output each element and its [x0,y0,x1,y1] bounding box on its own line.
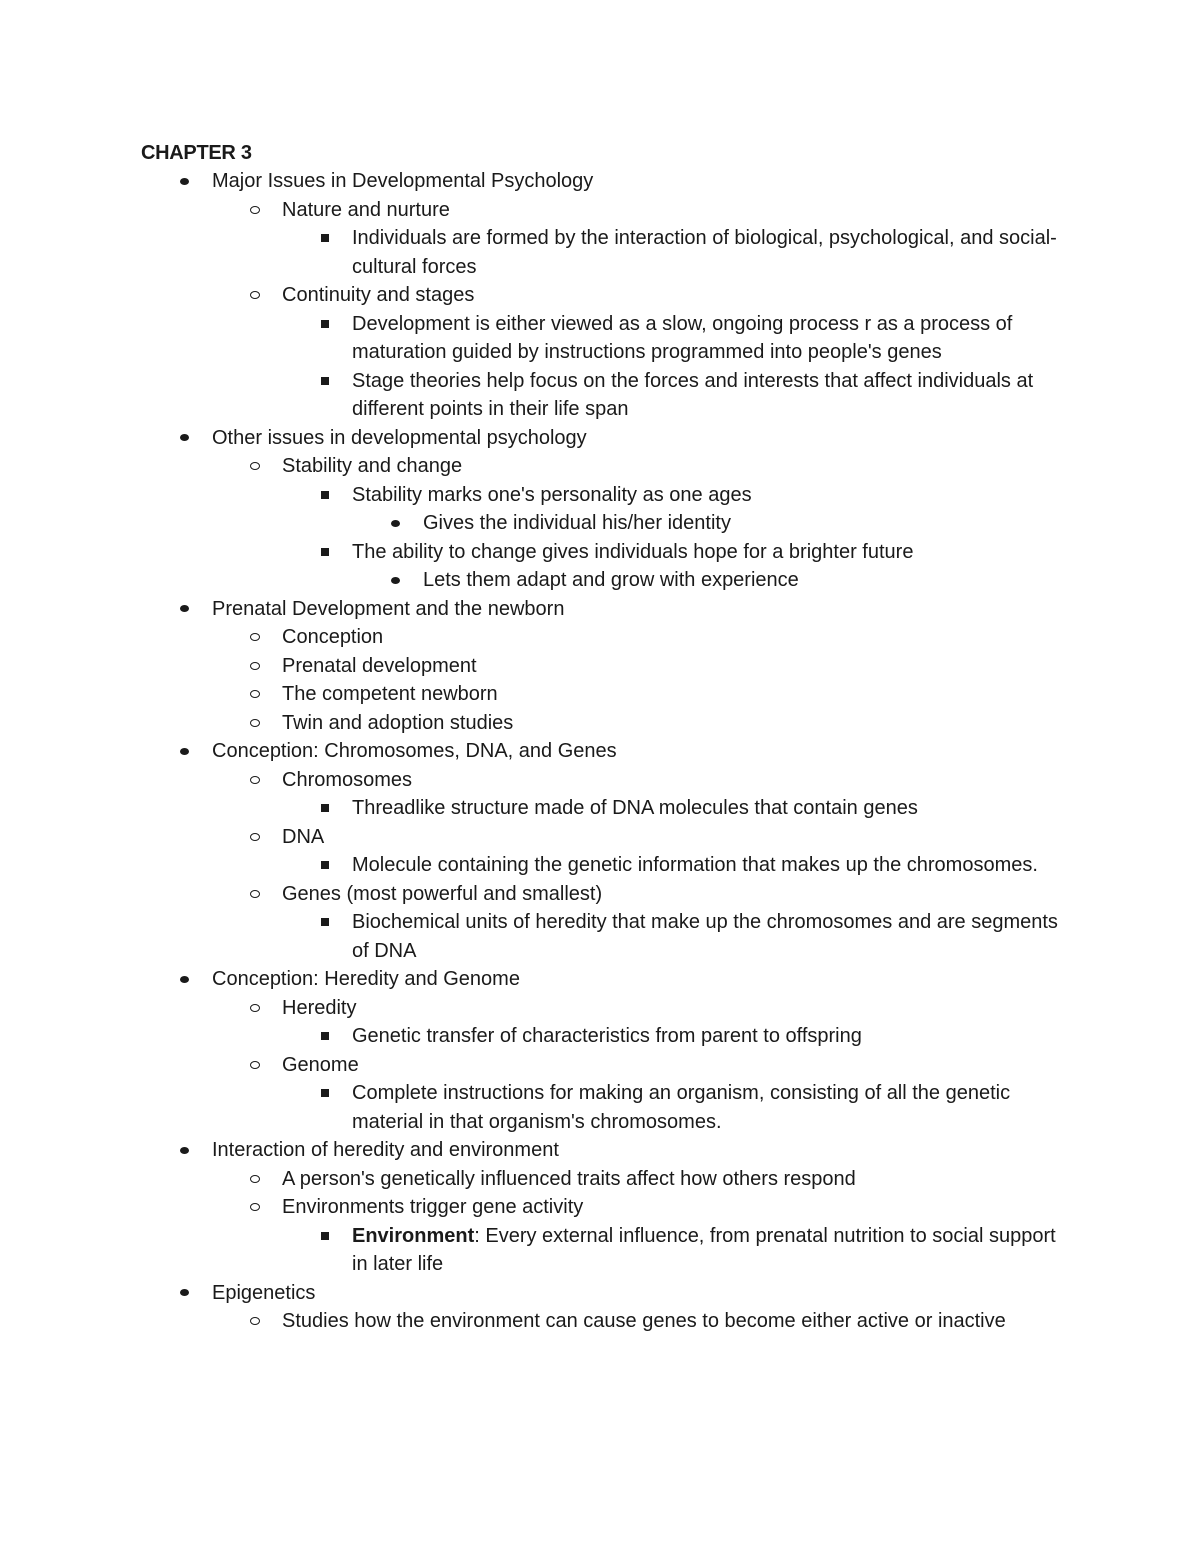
bullet-square-icon [321,861,329,869]
outline-item-level-1 [141,595,1061,738]
outline-item-level-3 [141,851,1061,880]
bullet-circle-icon [250,633,260,641]
bullet [177,167,191,196]
outline-row [141,623,1061,652]
outline-item-level-2 [141,652,1061,681]
outline-item-level-3 [141,1079,1061,1136]
outline-item-level-1 [141,965,1061,1136]
outline-item-level-2 [141,1165,1061,1194]
outline-text: Interaction of heredity and environment [212,1139,559,1161]
outline-row [141,908,1061,965]
bullet-square-icon [321,1232,329,1240]
outline-text: Conception: Chromosomes, DNA, and Genes [212,740,617,762]
bullet-square-icon [321,491,329,499]
outline-item-level-3 [141,224,1061,281]
outline-row [141,167,1061,196]
outline-item-level-2 [141,452,1061,595]
outline-item-level-3 [141,1222,1061,1279]
bullet [248,709,262,738]
outline-item-level-3 [141,310,1061,367]
outline-row [141,680,1061,709]
outline-row [141,1079,1061,1136]
outline-item-level-2 [141,281,1061,424]
bullet-dot-icon [180,178,189,185]
outline-text: The competent newborn [282,683,498,705]
outline-item-level-1 [141,1136,1061,1279]
outline-item-level-3 [141,538,1061,595]
outline-item-level-1 [141,424,1061,595]
outline-text: Stage theories help focus on the forces and interests that affect individuals at different points in their life span [352,369,1034,420]
outline-item-level-4 [141,566,1061,595]
page-title: CHAPTER 3 [141,142,252,164]
outline-sublist [141,794,1061,823]
outline-text: Molecule containing the genetic information that makes up the chromosomes. [352,854,1038,876]
bullet-circle-icon [250,462,260,470]
bullet [177,595,191,624]
outline-row [141,1136,1061,1165]
bullet [248,766,262,795]
outline-row [141,281,1061,310]
outline-text: Gives the individual his/her identity [423,512,731,534]
bullet [318,1079,332,1108]
bullet [248,1193,262,1222]
outline [141,167,1061,1336]
bullet [318,367,332,396]
outline-text: Twin and adoption studies [282,711,514,734]
bullet [248,652,262,681]
outline-item-level-3 [141,1022,1061,1051]
bullet [248,680,262,709]
outline-sublist [141,908,1061,965]
outline-text: Genome [282,1053,359,1076]
bullet-dot-icon [180,1147,189,1154]
outline-sublist [141,1222,1061,1279]
outline-item-level-2 [141,1051,1061,1137]
outline-row [141,1307,1061,1336]
outline-text: Development is either viewed as a slow, ongoing process r as a process of maturation guided by instructions programmed into people's genes [352,312,1013,363]
outline-row [141,880,1061,909]
bullet-circle-icon [250,890,260,898]
outline-text: Complete instructions for making an organism, consisting of all the genetic material in that organism's chromosomes. [352,1082,1011,1133]
outline-item-level-2 [141,623,1061,652]
outline-sublist [141,766,1061,966]
outline-text: A person's genetically influenced traits affect how others respond [282,1167,856,1190]
bullet-circle-icon [250,1175,260,1183]
outline-row [141,509,1061,538]
bullet-square-icon [321,377,329,385]
bullet [248,880,262,909]
outline-row [141,851,1061,880]
bullet [388,509,402,538]
outline-text: Environments trigger gene activity [282,1196,584,1218]
bullet-circle-icon [250,776,260,784]
outline-row [141,823,1061,852]
bullet-dot-icon [180,605,189,612]
outline-sublist [141,1022,1061,1051]
outline-text [352,1222,1061,1279]
outline-sublist [141,224,1061,281]
outline-row [141,1279,1061,1308]
outline-row [141,965,1061,994]
outline-row [141,794,1061,823]
outline-text: Major Issues in Developmental Psychology [212,170,594,192]
outline-sublist [141,566,1061,595]
outline-row [141,1222,1061,1279]
bullet-circle-icon [250,1203,260,1211]
outline-row [141,310,1061,367]
outline-text: Prenatal development [282,654,477,677]
bullet-circle-icon [250,206,260,214]
outline-item-level-2 [141,680,1061,709]
outline-row [141,994,1061,1023]
outline-item-level-2 [141,994,1061,1051]
bullet-circle-icon [250,1061,260,1069]
bullet [388,566,402,595]
bullet [318,538,332,567]
outline-sublist [141,1165,1061,1279]
outline-text: Stability and change [282,455,463,477]
bullet-square-icon [321,548,329,556]
bullet-dot-icon [391,520,400,527]
outline-sublist [141,623,1061,737]
outline-sublist [141,196,1061,424]
outline-sublist [141,452,1061,595]
outline-item-level-2 [141,766,1061,823]
outline-item-level-2 [141,196,1061,282]
bullet [177,965,191,994]
outline-row [141,481,1061,510]
outline-row [141,709,1061,738]
bullet [248,1051,262,1080]
bullet [248,623,262,652]
outline-row [141,538,1061,567]
outline-text: Other issues in developmental psychology [212,426,587,449]
outline-sublist [141,851,1061,880]
bullet-circle-icon [250,833,260,841]
outline-row [141,766,1061,795]
bullet [248,823,262,852]
outline-row [141,196,1061,225]
outline-row [141,566,1061,595]
outline-row [141,652,1061,681]
outline-text: Epigenetics [212,1281,316,1304]
outline-text: Conception [282,626,384,648]
bullet-circle-icon [250,291,260,299]
bullet [318,908,332,937]
outline-text: Lets them adapt and grow with experience [423,569,799,591]
outline-row [141,1165,1061,1194]
bullet-dot-icon [391,577,400,584]
outline-text: Individuals are formed by the interaction of biological, psychological, and social-cultural forces [352,227,1057,278]
definition-text: : Every external influence, from prenatal nutrition to social support in later life [352,1224,1056,1275]
outline-row [141,424,1061,453]
bullet-circle-icon [250,690,260,698]
bullet [318,1022,332,1051]
outline-item-level-2 [141,1307,1061,1336]
outline-text: Studies how the environment can cause genes to become either active or inactive [282,1310,1006,1332]
outline-item-level-2 [141,709,1061,738]
outline-row [141,1022,1061,1051]
bullet [248,196,262,225]
outline-row [141,737,1061,766]
bullet [248,1165,262,1194]
bullet-square-icon [321,234,329,242]
outline-text: DNA [282,825,325,848]
outline-text: Nature and nurture [282,198,450,221]
outline-item-level-3 [141,367,1061,424]
bullet-square-icon [321,1032,329,1040]
outline-row [141,452,1061,481]
outline-sublist [141,1079,1061,1136]
bullet [318,481,332,510]
outline-sublist [141,509,1061,538]
bullet-circle-icon [250,1317,260,1325]
bullet-circle-icon [250,1004,260,1012]
outline-text: Continuity and stages [282,284,475,306]
bullet [177,424,191,453]
bullet-circle-icon [250,662,260,670]
bullet [177,1279,191,1308]
outline-text: Threadlike structure made of DNA molecules that contain genes [352,797,918,819]
outline-row [141,595,1061,624]
bullet [177,1136,191,1165]
bullet-circle-icon [250,719,260,727]
bullet [318,851,332,880]
outline-text: Conception: Heredity and Genome [212,968,520,990]
bullet [318,1222,332,1251]
outline-text: Chromosomes [282,768,413,791]
bullet-dot-icon [180,748,189,755]
bullet-dot-icon [180,976,189,983]
outline-item-level-4 [141,509,1061,538]
outline-item-level-3 [141,481,1061,538]
outline-item-level-2 [141,880,1061,966]
outline-text: Genes (most powerful and smallest) [282,882,603,905]
outline-row [141,224,1061,281]
outline-text: Prenatal Development and the newborn [212,597,565,620]
outline-sublist [141,994,1061,1137]
outline-row [141,367,1061,424]
bullet [177,737,191,766]
outline-item-level-3 [141,794,1061,823]
outline-item-level-3 [141,908,1061,965]
bullet [248,281,262,310]
bullet [318,794,332,823]
outline-item-level-2 [141,823,1061,880]
outline-row [141,1193,1061,1222]
bullet-dot-icon [180,434,189,441]
bullet [318,224,332,253]
bullet [248,452,262,481]
outline-text: Heredity [282,996,357,1019]
bullet-square-icon [321,1089,329,1097]
bullet-dot-icon [180,1289,189,1296]
outline-text: The ability to change gives individuals hope for a brighter future [352,540,914,563]
document-page [141,139,1061,1336]
bullet-square-icon [321,804,329,812]
bullet-square-icon [321,320,329,328]
outline-item-level-1 [141,737,1061,965]
bullet [248,1307,262,1336]
outline-text: Genetic transfer of characteristics from parent to offspring [352,1025,862,1047]
outline-sublist [141,481,1061,595]
outline-item-level-1 [141,1279,1061,1336]
outline-item-level-1 [141,167,1061,424]
outline-sublist [141,310,1061,424]
outline-sublist [141,1307,1061,1336]
bullet-square-icon [321,918,329,926]
outline-item-level-2 [141,1193,1061,1279]
outline-text: Biochemical units of heredity that make up the chromosomes and are segments of DNA [352,911,1058,962]
bullet [248,994,262,1023]
outline-text: Stability marks one's personality as one ages [352,483,752,506]
defined-term: Environment [352,1224,475,1247]
bullet [318,310,332,339]
outline-row [141,1051,1061,1080]
